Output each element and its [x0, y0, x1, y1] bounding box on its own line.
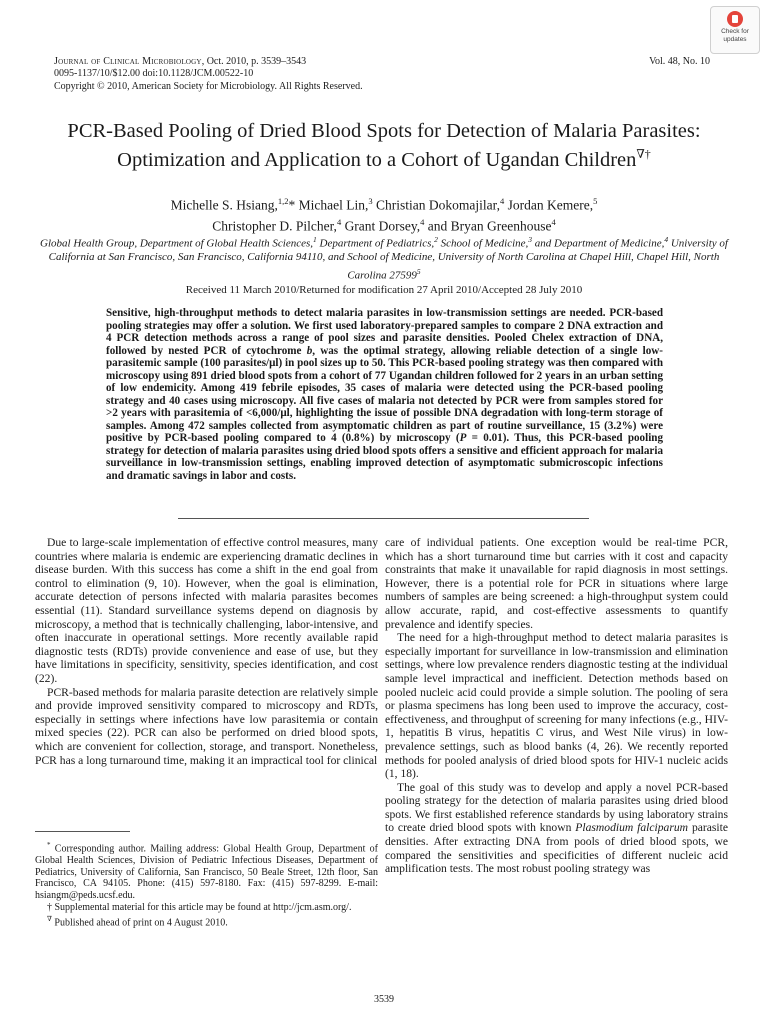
footnotes [35, 840, 378, 929]
paragraph [35, 902, 378, 914]
affiliation-text: and Department of Medicine, [532, 237, 665, 250]
article-title [40, 120, 728, 172]
title-footnote-marks: ∇† [636, 147, 651, 161]
abstract-divider [178, 518, 589, 519]
footnote-divider [35, 831, 130, 832]
abstract-text: P [459, 432, 467, 444]
paragraph-text: Plasmodium falciparum [575, 821, 689, 835]
paragraph-text: Corresponding author. Mailing address: Global Health Group, Department of Global Health Sciences, Division of Pediatric Infectious Diseases, Department of Pediatrics, University of California, San Francisco, 50 Beale Street, 12th floor, San Francisco, CA 94105. Phone: (415) 597-8180. Fax: (415) 597-8299. E-mail: hsiangm@peds.ucsf.edu. [35, 843, 378, 902]
title-text: PCR-Based Pooling of Dried Blood Spots for Detection of Malaria Parasites: Optimization and Application to a Cohort of Ugandan Children [67, 120, 701, 171]
author-name: Christopher D. Pilcher, [212, 218, 337, 233]
author-name: Grant Dorsey, [344, 218, 421, 233]
paragraph [35, 840, 378, 902]
body-column-right [385, 536, 728, 876]
abstract-text: = 0.01). Thus, this PCR-based pooling strategy for detection of malaria parasites using dried blood spots offers a sensitive and efficient approach for malaria surveillance in low-transmission settings, enabling improved detection of asymptomatic submicroscopic infections and dramatic savings in labor and costs. [106, 432, 663, 482]
affiliation-number: 4 [664, 235, 669, 244]
badge-label-line2: updates [723, 35, 747, 43]
abstract [106, 307, 663, 482]
affiliation-number: 1 [313, 235, 317, 244]
check-for-updates-badge[interactable] [710, 6, 760, 54]
affiliation-number: 3 [528, 235, 533, 244]
paragraph-text: ∇ [47, 914, 52, 923]
paragraph-text: Published ahead of print on 4 August 2010. [51, 916, 228, 928]
paragraph-text: The goal of this study was to develop and apply a novel PCR-based pooling strategy for the detection of malaria parasites using dried blood spots. We first established reference standards by using laboratory strains to create dried blood spots with known [385, 780, 728, 835]
paragraph [35, 536, 378, 686]
paragraph-text: Due to large-scale implementation of effective control measures, many countries where malaria is endemic are experiencing dramatic declines in disease burden. With this success has come a shift in the end goal from control to elimination (9, 10). However, when the goal is elimination, accurate detection of persons infected with malaria parasites becomes essential (11). Standard surveillance systems depend on diagnosis by microscopy, a method that is technically challenging, labor-intensive, and often inaccurate in operational settings. More recently available rapid diagnostic tests (RDTs) provide convenience and ease of use, but they have limitations in specificity, sensitivity, species identification, and cost (22). [35, 536, 378, 685]
volume-issue: Vol. 48, No. 10 [649, 56, 710, 67]
author-affiliation-ref: 4 [420, 216, 425, 227]
paragraph-text: The need for a high-throughput method to detect malaria parasites is especially important for surveillance in low-transmission and elimination settings, where low prevalence renders diagnostic testing at the individual sample level impractical and inefficient. Detection methods based on pooled nucleic acid could provide a simple solution. The pooling of sera or plasma specimens has long been used to improve the accuracy, cost-effectiveness, and throughput of screening for many infections (e.g., HIV-1, hepatitis B virus, hepatitis C virus, and West Nile virus) in low-prevalence settings, such as blood banks (4, 26). We recently reported methods for pooled analysis of dried blood spots for HIV-1 nucleic acids (1, 18). [385, 631, 728, 781]
author-name: Christian Dokomajilar, [376, 197, 500, 213]
abstract-text: b [306, 344, 313, 357]
author-affiliation-ref: 4 [336, 216, 342, 227]
author-affiliation-ref: 4 [551, 216, 556, 227]
author-affiliation-ref: 5 [593, 196, 598, 206]
paragraph [35, 686, 378, 768]
journal-citation: , Oct. 2010, p. 3539–3543 [201, 56, 307, 67]
bookmark-icon [727, 11, 743, 27]
author-name: and Bryan Greenhouse [427, 218, 552, 233]
author-name: Michelle S. Hsiang, [170, 197, 278, 213]
paragraph [385, 631, 728, 781]
author-list [40, 193, 728, 234]
paragraph-text: care of individual patients. One exception would be real-time PCR, which has a short turnaround time but carries with it cost and capacity constraints that make it unavailable for rapid diagnosis in most settings. However, there is a potential role for PCR in situations where large numbers of samples are being screened: a high-throughput system could allow accurate, rapid, and cost-effective assessments to quantify prevalence and identify species. [385, 536, 728, 631]
affiliation-text: Department of Pediatrics, [316, 237, 435, 250]
body-column-left [35, 536, 378, 767]
author-separator: * [288, 197, 299, 213]
abstract-text: Sensitive, high-throughput methods to detect malaria parasites in low-transmission settings are needed. PCR-based pooling strategies may offer a solution. We first used laboratory-prepared samples to compare 2 DNA extraction and 4 PCR detection methods across a range of pool sizes and parasite densities. Pooled Chelex extraction of DNA, followed by nested PCR of cytochrome [106, 307, 663, 357]
affiliation-text: School of Medicine, [437, 237, 529, 250]
affiliation-number: 2 [434, 235, 438, 244]
affiliation-text: University of California at San Francisco, San Francisco, California 94110, and School of Medicine, University of North Carolina at Chapel Hill, Chapel Hill, North Carolina 27599 [48, 237, 728, 282]
author-name: Michael Lin, [298, 197, 369, 213]
running-header [54, 56, 363, 93]
paragraph-text: * [47, 841, 51, 849]
issn-doi-line: 0095-1137/10/$12.00 doi:10.1128/JCM.00522-10 [54, 68, 254, 80]
paragraph-text: parasite densities. After extracting DNA from pools of dried blood spots, we compared the sensitivities and specificities of different nucleic acid amplification tests. The most robust pooling strategy was [385, 821, 729, 876]
journal-name: Journal of Clinical Microbiology [54, 56, 202, 67]
author-name: Jordan Kemere, [507, 197, 594, 213]
author-line [40, 193, 728, 214]
paragraph [35, 914, 378, 929]
paragraph-text: † Supplemental material for this article may be found at http://jcm.asm.org/. [47, 901, 352, 913]
affiliations [40, 233, 728, 283]
author-affiliation-ref: 4 [499, 196, 505, 206]
copyright-line: Copyright © 2010, American Society for Microbiology. All Rights Reserved. [54, 80, 363, 92]
paragraph [385, 536, 728, 631]
abstract-text: , was the optimal strategy, allowing reliable detection of a single low-parasitemic sample (100 parasites/μl) in pool sizes up to 50. This PCR-based pooling strategy was then compared with microscopy using 891 dried blood spots from a cohort of 77 Ugandan children followed for 2 years in an urban setting of low endemicity. Among 419 febrile episodes, 35 cases of malaria were detected using the PCR-based pooling strategy and 40 cases using microscopy. All five cases of malaria not detected by PCR were from samples stored for >2 years with parasitemia of <6,000/μl, highlighting the issue of possible DNA degradation with long-term storage of samples. Among 472 samples collected from asymptomatic children as part of routine surveillance, 15 (3.2%) were positive by PCR-based pooling compared to 4 (0.8%) by microscopy ( [106, 344, 663, 444]
received-dates: Received 11 March 2010/Returned for modification 27 April 2010/Accepted 28 July 2010 [185, 284, 583, 296]
badge-label-line1: Check for [721, 28, 749, 35]
affiliation-text: Global Health Group, Department of Global Health Sciences, [40, 237, 314, 250]
paragraph-text: PCR-based methods for malaria parasite detection are relatively simple and provide improved sensitivity compared to microscopy and RDTs, especially in settings where infections have low parasitemia or contain mixed species (22). PCR can also be performed on dried blood spots, which are convenient for collection, storage, and transport. Nonetheless, PCR has a long turnaround time, making it an impractical tool for clinical [35, 685, 378, 767]
page-number: 3539 [374, 994, 394, 1005]
paragraph [385, 781, 728, 876]
affiliation-number: 5 [416, 266, 421, 276]
author-affiliation-ref: 1,2 [277, 196, 289, 206]
author-line [40, 214, 728, 235]
author-affiliation-ref: 3 [368, 196, 373, 206]
